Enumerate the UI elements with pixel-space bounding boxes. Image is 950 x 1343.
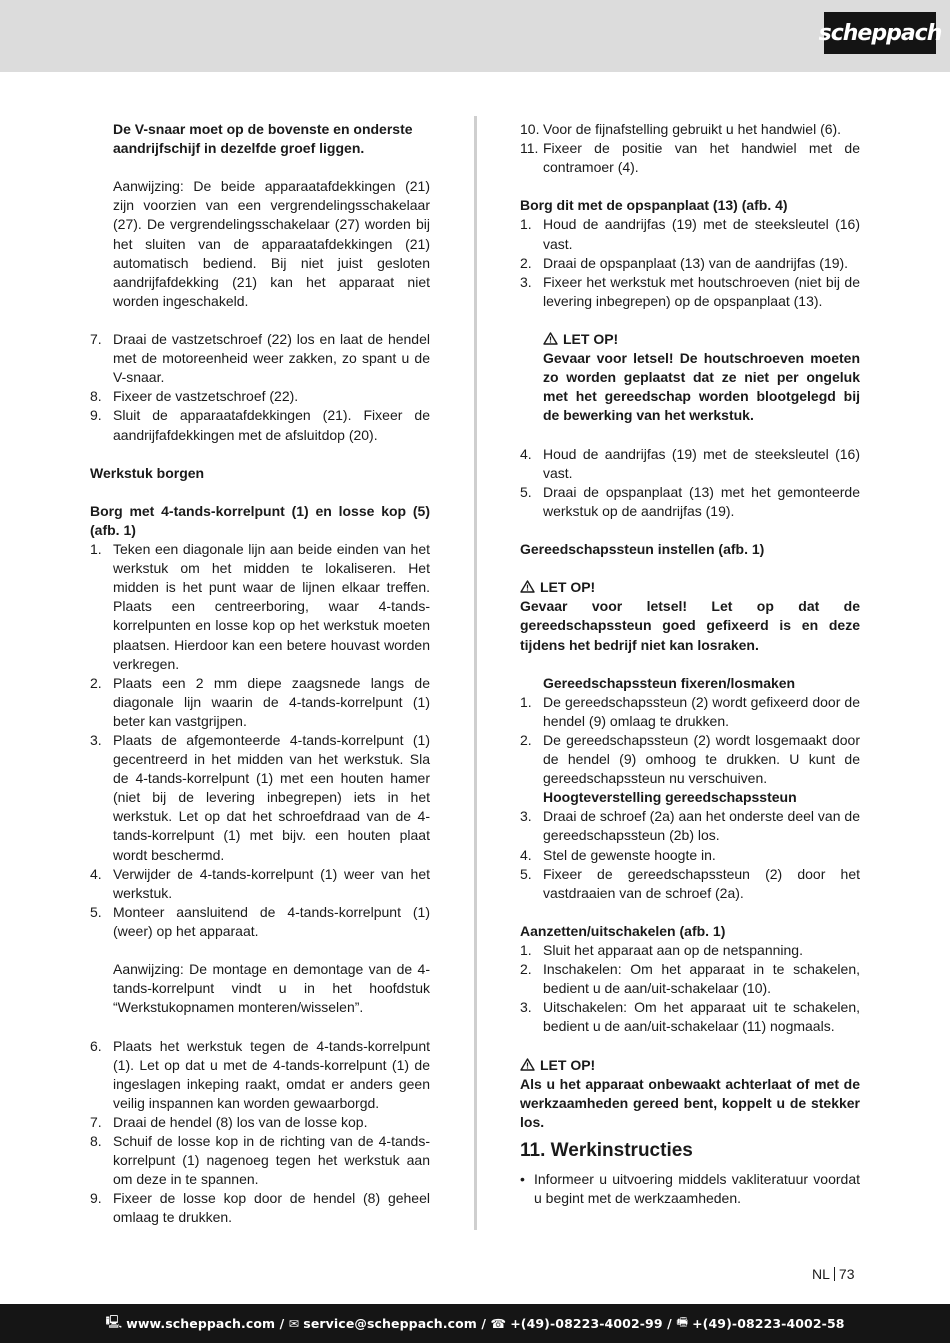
subsection-heading: Aanzetten/uitschakelen (afb. 1) (520, 922, 726, 939)
bold-note-line: aandrijfschijf in dezelfde groef liggen. (113, 140, 365, 157)
warning-label: LET OP! (540, 1056, 596, 1073)
warning-block (520, 578, 860, 654)
list-item: 2. De gereedschapssteun (2) wordt losgemaakt door de hendel (9) omhoog te drukken. U kunt de gereedschapssteun nu verschuiven. (520, 732, 860, 787)
list-item: 7. Draai de hendel (8) los van de losse kop. (90, 1113, 368, 1130)
note-paragraph: Aanwijzing: De beide apparaatafdekkingen (21) zijn voorzien van een vergrendelingsschakelaar (27). De vergrendelingsschakelaar (27) worden bij het sluiten van de apparaatafdekkingen (21) automatisch bediend. Bij niet juist gesloten aandrijfafdekking (21) kan het apparaat niet worden ingeschakeld. (113, 178, 430, 309)
subsection-heading: Gereedschapssteun instellen (afb. 1) (520, 541, 765, 558)
list-item: 1. De gereedschapssteun (2) wordt gefixeerd door de hendel (9) omlaag te drukken. (520, 693, 860, 729)
fax-icon: 🖷 (676, 1314, 689, 1329)
list-item: 4. Verwijder de 4-tands-korrelpunt (1) weer van het werkstuk. (90, 865, 430, 901)
section-heading: Werkstuk borgen (90, 464, 205, 481)
list-item: 6. Plaats het werkstuk tegen de 4-tands-korrelpunt (1). Let op dat u met de 4-tands-korrelpunt (1) de ingeslagen inkeping raakt, omdat er anders geen veilig inspannen kan worden gewaarborgd. (90, 1037, 430, 1111)
warning-label: LET OP! (540, 579, 596, 596)
warning-triangle-icon (520, 1058, 535, 1071)
list-item: 10. Voor de fijnafstelling gebruikt u het handwiel (6). (520, 121, 842, 137)
warning-text: Als u het apparaat onbewaakt achterlaat of met de werkzaamheden gereed bent, koppelt u de stekker los. (520, 1075, 860, 1130)
warning-text: Gevaar voor letsel! Let op dat de gereedschapssteun goed gefixeerd is en deze tijdens het bedrijf niet kan losraken. (520, 598, 860, 653)
column-divider (474, 116, 477, 1230)
list-item: 8. Fixeer de vastzetschroef (22). (90, 388, 299, 405)
list-item: 2. Inschakelen: Om het apparaat in te schakelen, bedient u de aan/uit-schakelaar (10). (520, 961, 860, 997)
warning-triangle-icon (520, 580, 535, 593)
list-item: 1. Sluit het apparaat aan op de netspanning. (520, 942, 803, 959)
warning-block (520, 330, 860, 425)
list-item: 2. Draai de opspanplaat (13) van de aandrijfas (19). (520, 254, 849, 271)
list-item: 3. Uitschakelen: Om het apparaat uit te schakelen, bedient u de aan/uit-schakelaar (11) nogmaals. (520, 999, 860, 1035)
mail-icon: ✉ (288, 1316, 300, 1331)
list-item: 9. Sluit de apparaatafdekkingen (21). Fixeer de aandrijfafdekkingen met de afsluitdop (20). (90, 407, 430, 443)
list-item: 3. Fixeer het werkstuk met houtschroeven (niet bij de levering inbegrepen) op de opspanplaat (13). (520, 273, 860, 309)
list-item: 3. Draai de schroef (2a) aan het onderste deel van de gereedschapssteun (2b) los. (520, 808, 860, 844)
page-number: NL 73 (812, 1266, 855, 1282)
list-item: 1. Houd de aandrijfas (19) met de steeksleutel (16) vast. (520, 216, 860, 252)
sub-heading: Gereedschapssteun fixeren/losmaken (543, 674, 796, 691)
note-paragraph: Aanwijzing: De montage en demontage van de 4-tands-korrelpunt vindt u in het hoofdstuk “Werkstukopnamen monteren/wisselen”. (113, 961, 430, 1016)
warning-text: Gevaar voor letsel! De houtschroeven moeten zo worden geplaatst dat ze niet per ongeluk met het gereedschap worden blootgelegd bij de bewerking van het werkstuk. (543, 350, 860, 424)
warning-label: LET OP! (563, 331, 619, 348)
footer-phone: +(49)-08223-4002-99 / (510, 1316, 672, 1331)
list-item: 3. Plaats de afgemonteerde 4-tands-korrelpunt (1) gecentreerd in het midden van het werkstuk. Sla de 4-tands-korrelpunt (1) met een houten hamer (niet bij de levering inbegrepen) iets in het werkstuk. Let op dat het schroefdraad van de 4-tands-korrelpunt (1) met bijv. een houten plaat wordt beschermd. (90, 732, 430, 863)
list-item: 1. Teken een diagonale lijn aan beide einden van het werkstuk om het midden te lokaliseren. Het midden is het punt waar de lijnen elkaar treffen. Plaats een centreerboring, waar 4-tands-korrelpunten en losse kop op het werkstuk moeten plaatsen. Hierdoor kan een betere houvast worden verkregen. (90, 541, 430, 672)
list-item: 8. Schuif de losse kop in de richting van de 4-tands-korrelpunt (1) nagenoeg tegen het werkstuk aan om deze in te spannen. (90, 1132, 430, 1188)
list-item: 4. Stel de gewenste hoogte in. (520, 846, 716, 863)
phone-icon: ☎ (490, 1316, 507, 1331)
list-item: 7. Draai de vastzetschroef (22) los en laat de hendel met de motoreenheid weer zakken, zo spant u de V-snaar. (90, 331, 430, 386)
list-item: 11. Fixeer de positie van het handwiel met de contramoer (4). (520, 140, 860, 176)
list-item: 2. Plaats een 2 mm diepe zaagsnede langs de diagonale lijn waarin de 4-tands-korrelpunt (1) beter kan vastgrijpen. (90, 674, 430, 729)
subsection-heading: Borg met 4-tands-korrelpunt (1) en losse kop (5) (afb. 1) (90, 502, 430, 538)
footer-bar (0, 1304, 950, 1343)
list-item: 9. Fixeer de losse kop door de hendel (8) geheel omlaag te drukken. (90, 1190, 430, 1226)
header-bar (0, 0, 950, 72)
list-item: 5. Draai de opspanplaat (13) met het gemonteerde werkstuk op de aandrijfas (19). (520, 483, 860, 519)
right-column (520, 120, 860, 1208)
bold-note-line: De V-snaar moet op de bovenste en onderste (113, 121, 413, 137)
footer-web[interactable]: www.scheppach.com / (126, 1316, 285, 1331)
footer-fax: +(49)-08223-4002-58 (692, 1316, 845, 1331)
left-column (90, 120, 430, 1227)
warning-triangle-icon (543, 332, 558, 345)
list-item: 5. Monteer aansluitend de 4-tands-korrelpunt (1) (weer) op het apparaat. (90, 903, 430, 939)
sub-heading: Hoogteverstelling gereedschapssteun (543, 789, 797, 806)
subsection-heading: Borg dit met de opspanplaat (13) (afb. 4) (520, 197, 788, 214)
footer-mail[interactable]: service@scheppach.com / (303, 1316, 487, 1331)
section-title: 11. Werkinstructies (520, 1139, 693, 1161)
list-item: 4. Houd de aandrijfas (19) met de steeksleutel (16) vast. (520, 445, 860, 481)
list-item: 5. Fixeer de gereedschapssteun (2) door het vastdraaien van de schroef (2a). (520, 865, 860, 901)
bullet-item: • Informeer u uitvoering middels vakliteratuur voordat u begint met de werkzaamheden. (520, 1170, 860, 1207)
computer-icon: 🖳 (105, 1314, 123, 1329)
warning-block (520, 1056, 860, 1132)
scheppach-logo: scheppach (824, 12, 936, 54)
